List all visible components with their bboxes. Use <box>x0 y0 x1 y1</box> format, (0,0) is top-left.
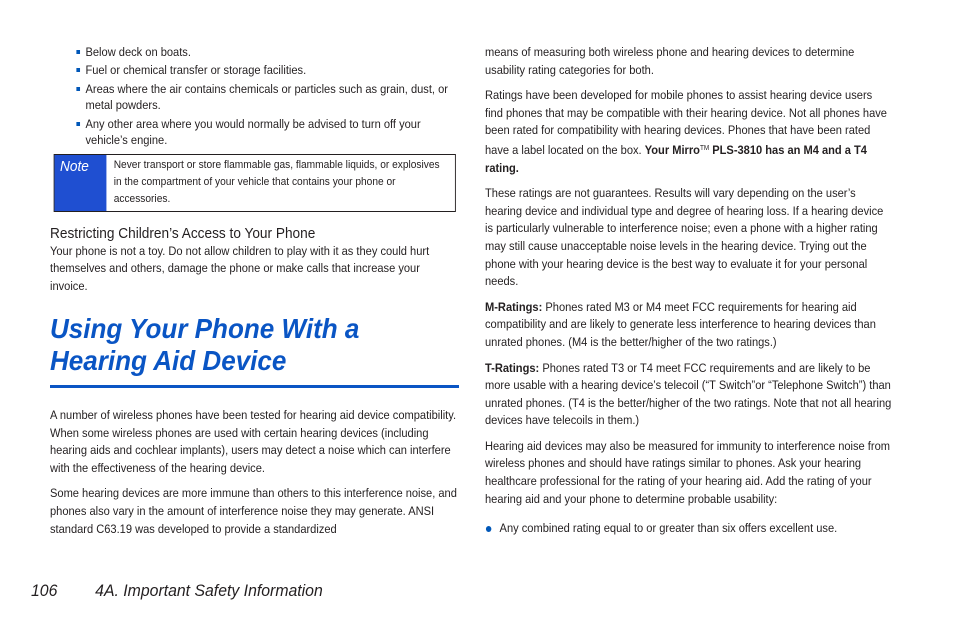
list-item: Below deck on boats. <box>76 44 457 60</box>
paragraph: Ratings have been developed for mobile phones to assist hearing device users find phones that may be compatible with their hearing device. Not all phones have been rated for compatibility with hearing devices. Phones that have been rated have a label located on the box. Your Mirro™ PLS-3810 has an M4 and a T4 rating. <box>485 88 887 175</box>
trademark: TM <box>699 144 710 152</box>
list-item: Any combined rating equal to or greater than six offers excellent use. <box>485 520 892 538</box>
hazard-bullet-list <box>76 44 457 148</box>
paragraph: Hearing aid devices may also be measured for immunity to interference noise from wireless phones and should have ratings similar to phones. Ask your hearing healthcare professional for the rating of your hearing aid. Add the rating of your hearing aid and your phone to determine probable usability: <box>485 438 890 506</box>
note-label: Note <box>55 155 107 210</box>
square-bullet-icon <box>76 87 80 91</box>
square-bullet-icon <box>76 68 80 72</box>
paragraph: These ratings are not guarantees. Results will vary depending on the user’s hearing device and individual type and degree of hearing loss. If a hearing device is particularly vulnerable to interference noise; even a phone with a higher rating may still cause unacceptable noise levels in the hearing device. Trying out the phone with your hearing device is the best way to evaluate it for your personal needs. <box>485 186 884 289</box>
t-ratings-paragraph: T-Ratings: Phones rated T3 or T4 meet FCC requirements and are likely to be more usable with a hearing device’s telecoil (“T Switch”or “Telephone Switch”) than unrated phones. (T4 is the better/higher of the two ratings. Note that not all hearing devices have telecoils in them.) <box>485 360 892 428</box>
section-heading: Restricting Children’s Access to Your Phone <box>50 224 316 242</box>
square-bullet-icon <box>76 50 80 54</box>
page-number: 106 <box>31 581 58 600</box>
list-item: Areas where the air contains chemicals or particles such as grain, dust, or metal powders. <box>76 81 457 114</box>
main-heading: Using Your Phone With a Hearing Aid Device <box>50 313 360 376</box>
paragraph: Some hearing devices are more immune than others to this interference noise, and phones also vary in the amount of interference noise they may generate. ANSI standard C63.19 was developed to provide a standardized <box>50 486 457 536</box>
left-column-upper <box>50 44 458 296</box>
right-column <box>485 44 892 538</box>
heading-rule <box>50 385 459 388</box>
model-rating: PLS-3810 has an M4 and a T4 rating. <box>485 142 867 175</box>
t-ratings-label: T-Ratings: <box>485 360 540 375</box>
left-column-lower <box>50 407 458 538</box>
m-ratings-paragraph: M-Ratings: Phones rated M3 or M4 meet FCC requirements for hearing aid compatibility and are likely to generate less interference to hearing devices than unrated phones. (M4 is the better/higher of the two ratings.) <box>485 299 876 349</box>
note-text: Never transport or store flammable gas, flammable liquids, or explosives in the compartment of your vehicle that contains your phone or accessories. <box>113 159 440 206</box>
note-box <box>54 154 456 211</box>
section-text: Your phone is not a toy. Do not allow children to play with it as they could hurt themselves and others, damage the phone or make calls that increase your invoice. <box>50 243 430 294</box>
list-item: Any other area where you would normally be advised to turn off your vehicle’s engine. <box>76 116 457 149</box>
round-bullet-icon <box>486 526 491 532</box>
model-name: Your Mirro <box>644 142 700 157</box>
footer-section-title: 4A. Important Safety Information <box>95 581 323 600</box>
usability-bullet-list <box>485 520 892 538</box>
list-item: Fuel or chemical transfer or storage facilities. <box>76 62 457 78</box>
m-ratings-label: M-Ratings: <box>485 299 543 314</box>
paragraph: means of measuring both wireless phone and hearing devices to determine usability rating categories for both. <box>485 45 855 77</box>
paragraph: A number of wireless phones have been tested for hearing aid device compatibility. When some wireless phones are used with certain hearing devices (including hearing aids and cochlear implants), users may detect a noise which can interfere with the effectiveness of the hearing device. <box>50 408 457 475</box>
page-footer <box>31 581 323 601</box>
square-bullet-icon <box>76 122 80 126</box>
